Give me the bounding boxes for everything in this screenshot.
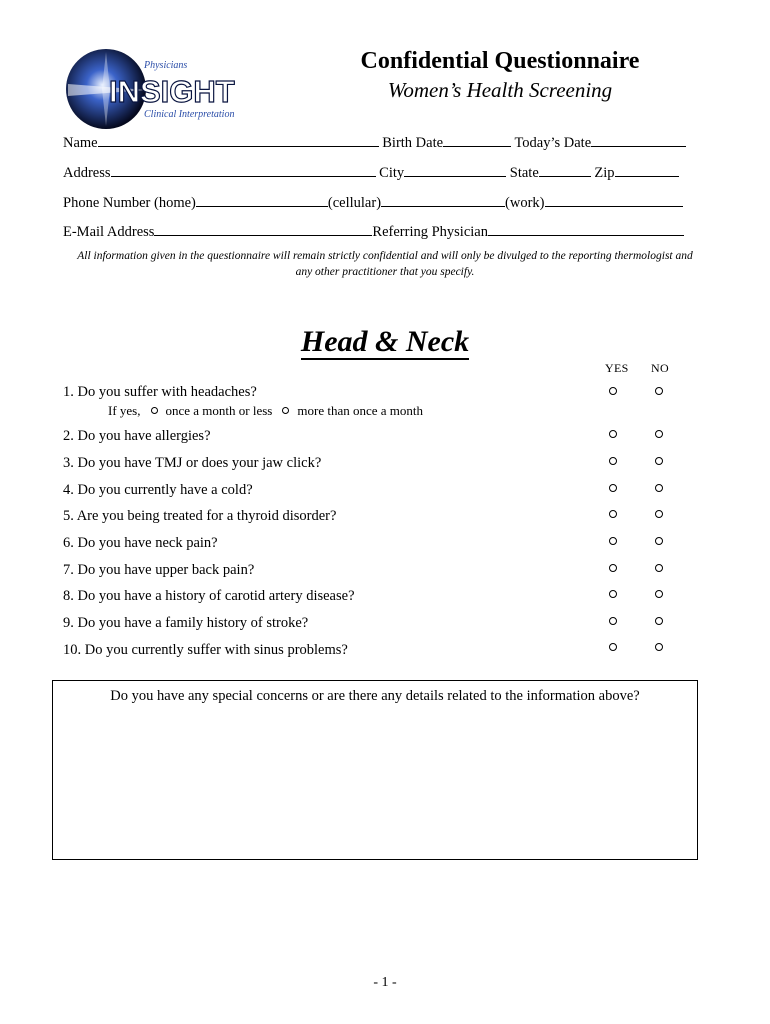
email-field[interactable] — [154, 222, 372, 236]
once-a-month-radio[interactable] — [151, 407, 158, 414]
birth-date-label: Birth Date — [382, 135, 444, 151]
page-title: Confidential Questionnaire — [360, 48, 640, 74]
state-label: State — [509, 165, 539, 181]
question-8: 8. Do you have a history of carotid artery disease? — [63, 588, 355, 604]
address-field[interactable] — [111, 163, 376, 177]
question-7: 7. Do you have upper back pain? — [63, 562, 255, 578]
phone-home-field[interactable] — [196, 193, 328, 207]
phone-cell-label: (cellular) — [327, 195, 382, 211]
zip-field[interactable] — [615, 163, 679, 177]
question-9: 9. Do you have a family history of stroke? — [63, 615, 309, 631]
followup-prefix: If yes, — [108, 403, 141, 418]
question-5: 5. Are you being treated for a thyroid disorder? — [63, 508, 337, 524]
question-4: 4. Do you currently have a cold? — [63, 482, 253, 498]
q10-yes-radio[interactable] — [609, 643, 617, 651]
email-label: E-Mail Address — [63, 224, 155, 240]
address-label: Address — [63, 165, 111, 181]
phone-home-label: Phone Number (home) — [63, 195, 196, 211]
phone-work-label: (work) — [505, 195, 545, 211]
logo-text-main: INSIGHT — [109, 74, 235, 109]
q6-yes-radio[interactable] — [609, 537, 617, 545]
q10-no-radio[interactable] — [655, 643, 663, 651]
q4-yes-radio[interactable] — [609, 484, 617, 492]
concerns-textbox[interactable] — [52, 680, 698, 860]
phone-work-field[interactable] — [545, 193, 683, 207]
todays-date-field[interactable] — [591, 133, 686, 147]
phone-cell-field[interactable] — [381, 193, 505, 207]
more-than-once-label: more than once a month — [297, 403, 424, 418]
q9-no-radio[interactable] — [655, 617, 663, 625]
q5-no-radio[interactable] — [655, 510, 663, 518]
todays-date-label: Today’s Date — [514, 135, 592, 151]
q3-no-radio[interactable] — [655, 457, 663, 465]
q8-yes-radio[interactable] — [609, 590, 617, 598]
q7-yes-radio[interactable] — [609, 564, 617, 572]
more-than-once-radio[interactable] — [282, 407, 289, 414]
name-field[interactable] — [98, 133, 379, 147]
row-name — [63, 133, 686, 152]
confidentiality-note: All information given in the questionnaire will remain strictly confidential and will only be divulged to the reporting thermologist and any other practitioner that you specify. — [77, 250, 693, 278]
logo-text-bottom: Clinical Interpretation — [144, 109, 235, 120]
row-phone — [63, 193, 683, 212]
question-3: 3. Do you have TMJ or does your jaw click? — [63, 455, 322, 471]
headache-frequency — [108, 403, 423, 419]
question-2: 2. Do you have allergies? — [63, 428, 211, 444]
birth-date-field[interactable] — [443, 133, 511, 147]
q5-yes-radio[interactable] — [609, 510, 617, 518]
page-subtitle: Women’s Health Screening — [387, 78, 613, 102]
q3-yes-radio[interactable] — [609, 457, 617, 465]
zip-label: Zip — [594, 165, 615, 181]
q1-yes-radio[interactable] — [609, 387, 617, 395]
name-label: Name — [63, 135, 98, 151]
section-title: Head & Neck — [300, 325, 470, 358]
page-number: - 1 - — [373, 975, 397, 990]
q7-no-radio[interactable] — [655, 564, 663, 572]
logo-text-top: Physicians — [144, 60, 188, 71]
concerns-label: Do you have any special concerns or are there any details related to the information above? — [110, 688, 640, 704]
insight-logo — [62, 44, 247, 134]
city-label: City — [379, 165, 405, 181]
q2-no-radio[interactable] — [655, 430, 663, 438]
question-10: 10. Do you currently suffer with sinus problems? — [63, 642, 348, 658]
q4-no-radio[interactable] — [655, 484, 663, 492]
q1-no-radio[interactable] — [655, 387, 663, 395]
row-address — [63, 163, 679, 182]
city-field[interactable] — [404, 163, 506, 177]
question-1: 1. Do you suffer with headaches? — [63, 384, 257, 400]
once-a-month-label: once a month or less — [165, 403, 273, 418]
state-field[interactable] — [539, 163, 591, 177]
referring-field[interactable] — [488, 222, 684, 236]
referring-label: Referring Physician — [372, 224, 488, 240]
yes-column-header: YES — [605, 361, 629, 375]
q2-yes-radio[interactable] — [609, 430, 617, 438]
question-6: 6. Do you have neck pain? — [63, 535, 218, 551]
row-email — [63, 222, 684, 241]
q9-yes-radio[interactable] — [609, 617, 617, 625]
no-column-header: NO — [651, 361, 669, 375]
q8-no-radio[interactable] — [655, 590, 663, 598]
q6-no-radio[interactable] — [655, 537, 663, 545]
